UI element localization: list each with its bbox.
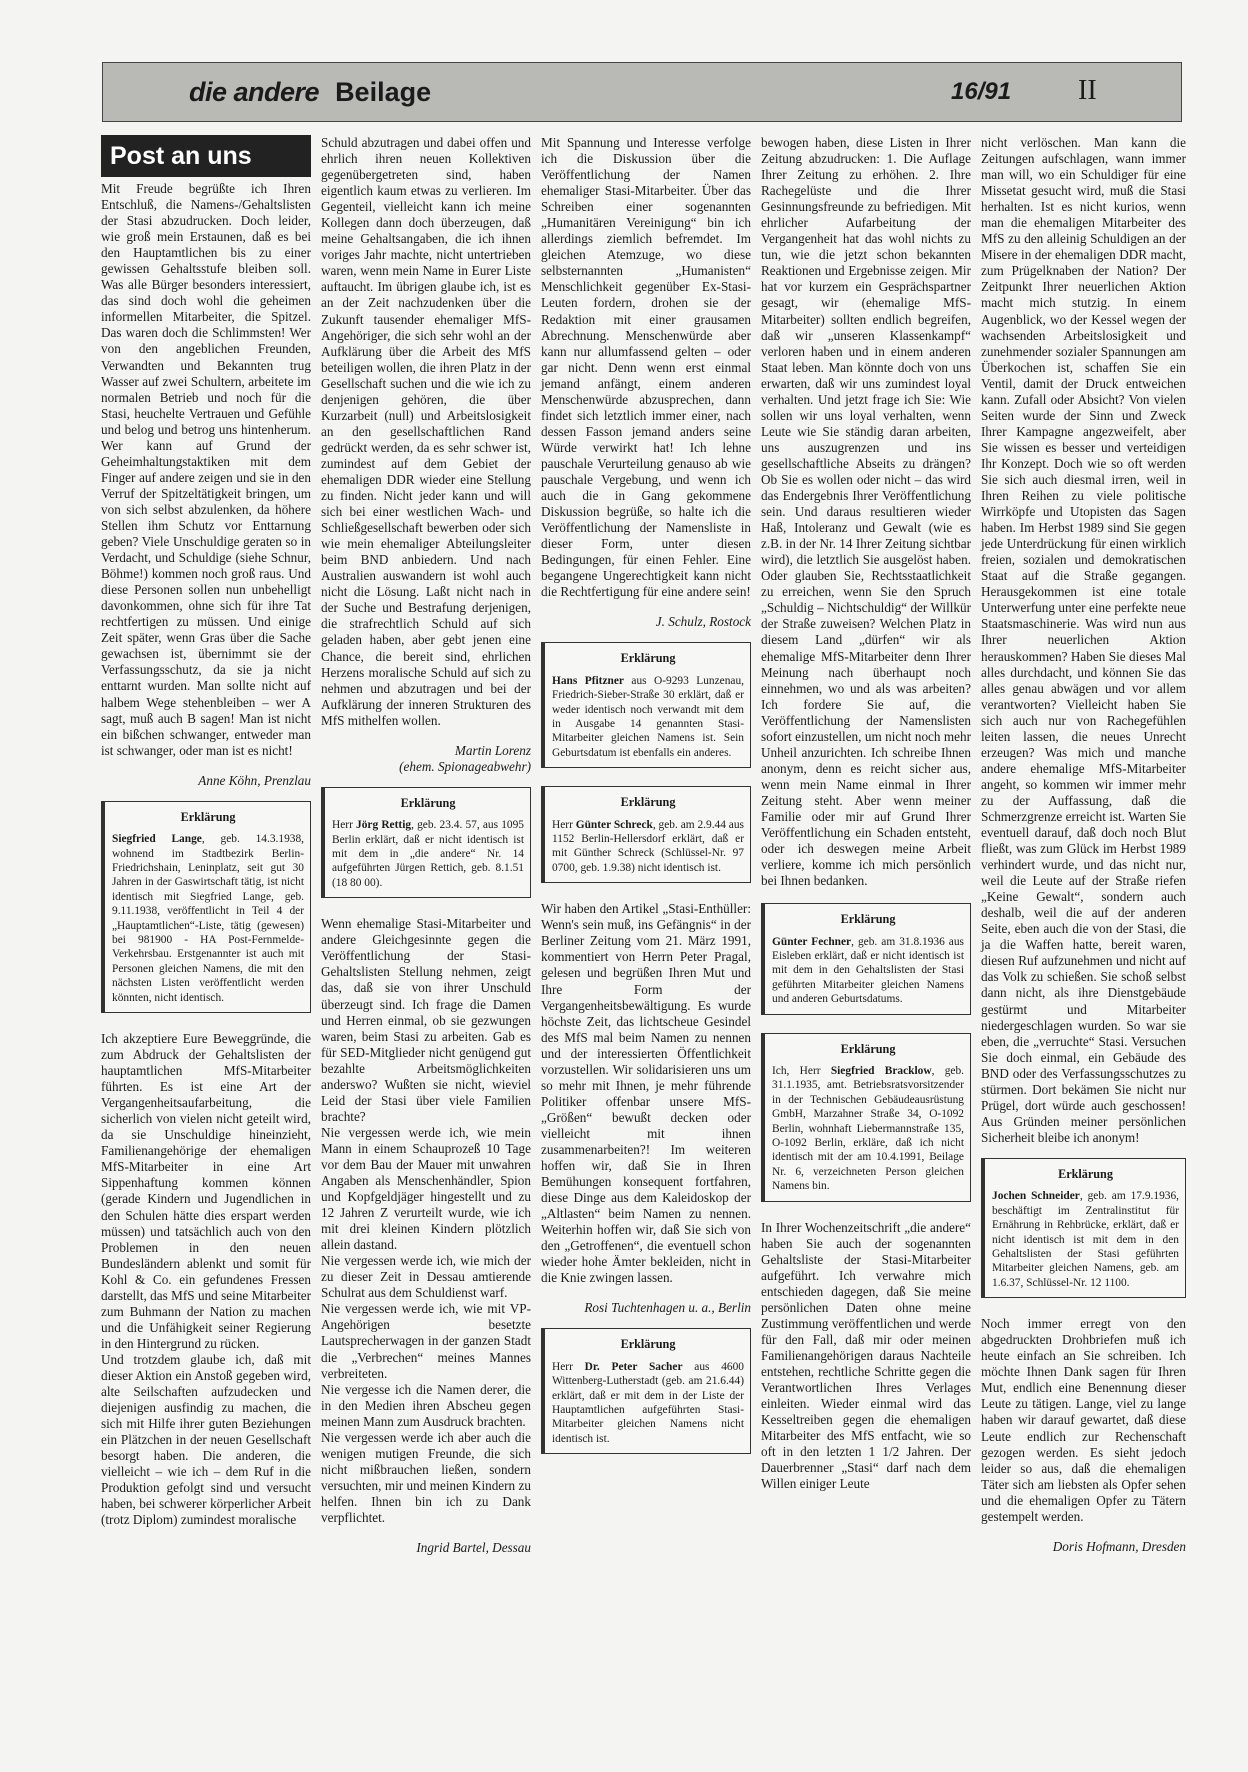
declaration-title: Erklärung <box>1058 1166 1113 1181</box>
declaration-prefix: Ich, Herr <box>772 1065 831 1078</box>
section-name: Beilage <box>335 76 432 107</box>
declaration-text: aus O-9293 Lunzenau, Friedrich-Sieber-Straße 30 erklärt, daß er weder identisch noch verwandt mit dem in Ausgabe 14 genannten Stasi-Mitarbeiter gleichen Namens ist. Sein Geburtsdatum ist ebenfalls ein anderes. <box>552 674 744 759</box>
issue-number: 16/91 <box>951 78 1012 105</box>
letter-koehn-signature: Anne Köhn, Prenzlau <box>198 772 311 788</box>
letter-tuchtenhagen-body: Wir haben den Artikel „Stasi-Enthüller: Wenn's sein muß, ins Gefängnis“ in der Berliner Zeitung vom 21. März 1991, kommentiert von Herrn Peter Pragal, gelesen und begrüßen Ihren Mut und Ihre Form der Vergangenheitsbewältigung. Es wurde höchste Zeit, das lichtscheue Gesindel des MfS mal beim Namen zu nennen und der interessierten Öffentlichkeit vorzustellen. Wir solidarisieren uns um so mehr mit Ihnen, je mehr führende Politiker offenbar unsere MfS-„Größen“ bewußt decken oder vielleicht mit ihnen zusammenarbeiten?! Im weiteren hoffen wir, daß Sie in Ihren Bemühungen konsequent fortfahren, diese Dinge aus dem Kaleidoskop der „Altlasten“ beim Namen zu nennen. Weiterhin hoffen wir, daß Sie sich von den „Getroffenen“, die eventuell schon wieder hohe Ämter bekleiden, nicht in die Knie zwingen lassen. <box>541 901 751 1286</box>
letter-bartel-part2: Und trotzdem glaube ich, daß mit dieser Aktion ein Anstoß gegeben wird, alte Seilschaften aufzudecken und diejenigen ausfindig zu machen, die sich mit Hilfe ihrer guten Beziehungen ein Plätzchen in der neuen Gesellschaft besorgt haben. Die anderen, die vielleicht – wie ich – dem Ruf in die Produktion gefolgt sind und versucht haben, bei schwerer körperlicher Arbeit (trotz Diplom) zumindest moralische <box>101 1351 311 1528</box>
declarant-name: Jörg Rettig <box>356 819 412 832</box>
declaration-text: , geb. am 17.9.1936, beschäftigt im Zentralinstitut für Ernährung in Rehbrücke, erklärt, daß er nicht identisch ist mit dem in den Gehaltslisten der Stasi geführten Mitarbeiter gleichen Namens, geb. am 1.6.37, Schlüssel-Nr. 12 1100. <box>992 1190 1179 1289</box>
letter-bartel-part7: Nie vergesse ich die Namen derer, die in den Medien ihren Abscheu gegen meinen Mann zum Ausdruck brachten. <box>321 1381 531 1429</box>
declaration-bracklow <box>761 1033 971 1202</box>
letter-hofmann-part1: In Ihrer Wochenzeitschrift „die andere“ haben Sie auch der sogenannten Gehaltsliste der Stasi-Mitarbeiter aufgeführt. Ich verwahre mich entschieden dagegen, daß Sie meine persönlichen Daten ohne meine Zustimmung veröffentlichen und werde für den Fall, daß mir oder meinen Familienangehörigen daraus Nachteile entstehen, rechtliche Schritte gegen die Verantwortlichen Ihres Verlages einleiten. Wieder einmal wird das Kesseltreiben gegen die ehemaligen Mitarbeiter des MfS entfacht, wie so oft in den letzten 1 1/2 Jahren. Der Dauerbrenner „Stasi“ darf nach dem Willen einiger Leute <box>761 1219 971 1492</box>
declarant-name: Siegfried Lange <box>112 833 202 846</box>
newspaper-name: die andere <box>189 76 320 107</box>
declaration-title: Erklärung <box>620 795 676 810</box>
letter-bartel-part3: Wenn ehemalige Stasi-Mitarbeiter und andere Gleichgesinnte gegen die Veröffentlichung der Stasi-Gehaltslisten Stellung nehmen, zeigt das, daß sie von ihrer Unschuld überzeugt sind. Ich frage die Damen und Herren einmal, ob sie gezwungen waren, beim Stasi zu arbeiten. Gab es für SED-Mitglieder nicht genügend gut bezahlte Arbeitsmöglichkeiten anderswo? Wußten sie nicht, wieviel Leid der Stasi über viele Familien brachte? <box>321 916 531 1124</box>
letter-bartel-signature: Ingrid Bartel, Dessau <box>416 1540 531 1556</box>
letter-lorenz-signature: Martin Lorenz <box>454 742 531 758</box>
letter-hofmann-signature: Doris Hofmann, Dresden <box>1052 1538 1186 1554</box>
column-3 <box>541 135 751 1472</box>
declaration-text: , geb. am 2.9.44 aus 1152 Berlin-Hellersdorf erklärt, daß er mit Günther Schreck (Schlüssel-Nr. 97 0700, geb. 1.9.38) nicht identisch ist. <box>552 818 744 874</box>
section-heading: Post an uns <box>101 135 311 177</box>
column-2 <box>321 135 531 1568</box>
letter-hofmann-part2: nicht verlöschen. Man kann die Zeitungen aufschlagen, wann immer man will, wo ein Schuldiger für eine Missetat gesucht wird, muß die Stasi herhalten. Ist es nicht kurios, wenn man die ehemaligen Mitarbeiter des MfS zu den alleinig Schuldigen an der Misere in der ehemaligen DDR macht, zum Prügelknaben der Nation? Der Zeitpunkt Ihrer neuerlichen Aktion macht mich stutzig. In einem Augenblick, wo der Kessel wegen der wachsenden Arbeitslosigkeit und zunehmender sozialer Spannungen am Überkochen ist, schaffen Sie ein Ventil, damit der Druck entweichen kann. Zufall oder Absicht? Von vielen Seiten wurde der Sinn und Zweck Ihrer Kampagne angezweifelt, aber Sie wissen es besser und verteidigen Ihr Konzept. Doch wie so oft werden Sie sich auch diesmal irren, weil in Ihren Reihen zu viele politische Wirrköpfe und Utopisten das Sagen haben. Im Herbst 1989 sind Sie gegen jede Unterdrückung für einen wirklich freien, sozialen und demokratischen Staat auf die Straße gegangen. Herausgekommen ist eine totale Unterwerfung unter eine perfekte neue Staatsmaschinerie. Was wird nun aus Ihrer neuerlichen Aktion herauskommen? Haben Sie dieses Mal alles durchdacht, und können Sie das alles genau abwägen und vor allem verantworten? Vielleicht haben Sie sich auch nur von Rachegefühlen leiten lassen, die neues Unrecht erzeugen? Was mich und manche andere ehemalige MfS-Mitarbeiter angeht, so kommen wir immer mehr zu der Auffassung, daß die Schmerzgrenze erreicht ist. Warten Sie eventuell darauf, daß doch noch Blut fließt, was zum Glück im Herbst 1989 verhindert wurde, und das nicht nur, weil die Leute auf der Straße riefen „Keine Gewalt“, sondern auch deshalb, weil die auf der anderen Seite, eben auch die von der Stasi, die ja die Waffen hatte, bereit waren, diesen Ruf aufzunehmen und nicht auf das Volk zu schießen. Sie schoß selbst dann nicht, als ihre Dienstgebäude gestürmt und Mitarbeiter niedergeschlagen wurden. So war sie eben, die „verruchte“ Stasi. Versuchen Sie doch einmal, ein Gebäude des BND oder des Verfassungsschutzes zu stürmen. Dort bekämen Sie nicht nur Prügel, dort würde auch geschossen! Aus Gründen meiner persönlichen Sicherheit bleibe ich anonym! <box>981 135 1186 1145</box>
declarant-name: Günter Schreck <box>575 818 653 831</box>
column-5 <box>981 135 1186 1567</box>
declaration-prefix: Herr <box>552 818 576 831</box>
letter-reader-thanks: Noch immer erregt von den abgedruckten Drohbriefen muß ich heute einfach an Sie schreiben. Ich möchte Ihnen Dank sagen für Ihren Mut, endlich eine Benennung dieser Leute zu tätigen. Lange, viel zu lange haben wir darauf gewartet, daß diese Leute endlich zur Rechenschaft gezogen werden. Es sieht jedoch leider so aus, daß die ehemaligen Täter sich am liebsten als Opfer sehen und die ehemaligen Opfer zu Tätern gestempelt werden. <box>981 1316 1186 1524</box>
declaration-title: Erklärung <box>400 795 456 810</box>
declaration-text: , geb. 23.4. 57, aus 1095 Berlin erklärt, daß er nicht identisch ist mit dem in „die andere“ Nr. 14 aufgeführten Jürgen Rettich, geb. 8.1.51 (18 80 00). <box>332 819 524 889</box>
declaration-sacher <box>541 1328 751 1454</box>
declaration-schreck <box>541 786 751 883</box>
declaration-title: Erklärung <box>840 912 896 927</box>
page-number: II <box>1078 75 1097 106</box>
declaration-prefix: Herr <box>552 1360 585 1373</box>
declarant-name: Dr. Peter Sacher <box>584 1360 683 1373</box>
masthead <box>102 62 1182 122</box>
declaration-pfitzner <box>541 642 751 768</box>
letter-bartel-part4: Nie vergessen werde ich, wie mein Mann in einem Schauprozeß 10 Tage vor dem Bau der Mauer mit unwahren Angaben als Menschenhändler, Spion und Kopfgeldjäger hingestellt und zu 12 Jahren Z verurteilt wurde, wie ich mit drei kleinen Kindern plötzlich allein dastand. <box>321 1124 531 1253</box>
declaration-text: , geb. 31.1.1935, amt. Betriebsratsvorsitzender in der Technischen Gebäudeausrüstung GmbH, Marzahner Straße 34, O-1092 Berlin, wohnhaft Liebermannstraße 135, O-1092 Berlin, erkläre, daß ich nicht identisch mit der am 10.4.1991, Beilage Nr. 6, verzeichneten Person gleichen Namens bin. <box>772 1065 964 1193</box>
declarant-name: Hans Pfitzner <box>552 674 624 687</box>
letter-bartel-part6: Nie vergessen werde ich, wie mit VP-Angehörigen besetzte Lautsprecherwagen in der ganzen Stadt die „Verbrechen“ meines Mannes verbreiteten. <box>321 1301 531 1381</box>
column-1 <box>101 135 311 1528</box>
letter-koehn-body: Mit Freude begrüßte ich Ihren Entschluß, die Namens-/Gehaltslisten der Stasi abzudrucken. Doch leider, wie groß mein Erstaunen, daß es bei den Hauptamtlichen bis zu einer gewissen Gehaltsstufe bleiben soll. Was alle Bürger besonders interessiert, das sind doch wohl die geheimen informellen Mitarbeiter, die Spitzel. Das waren doch die Schlimmsten! Wer von den angeblichen Freunden, Verwandten und Bekannten trug Wasser auf zwei Schultern, arbeitete im normalen Betrieb und noch für die Stasi, heuchelte Vertrauen und Gefühle und belog und betrog uns hintenherum. Wer kann auf Grund der Geheimhaltungstaktiken mit dem Finger auf andere zeigen und sie in den Verruf der Spitzeltätigkeit bringen, um von sich selbst abzulenken, da höhere Stellen ihm Schutz vor Enttarnung geben? Viele Unschuldige geraten so in Verdacht, und Schuldige (siehe Schnur, Böhme!) kommen noch groß raus. Und diese Personen sollen nun unbehelligt davonkommen, ohne sich für ihre Tat rechtfertigen zu müssen. Und einige Zeit später, wenn Gras über die Sache gewachsen ist, übernimmt sie der Verfassungsschutz, da sie ja nicht enttarnt wurden. Man sollte nicht auf halbem Wege stehenbleiben – wer A sagt, muß auch B sagen! Man ist nicht ein bißchen schwanger, entweder man ist schwanger, oder man ist es nicht! <box>101 181 311 758</box>
declaration-text: aus 4600 Wittenberg-Lutherstadt (geb. am 21.6.44) erklärt, daß er mit dem in der Liste der Hauptamtlichen aufgeführten Stasi-Mitarbeiter gleichen Namens nicht identisch ist. <box>552 1360 744 1445</box>
declarant-name: Jochen Schneider <box>992 1190 1080 1203</box>
column-4 <box>761 135 971 1493</box>
declaration-title: Erklärung <box>180 809 236 824</box>
letter-schulz-body: Mit Spannung und Interesse verfolge ich die Diskussion über die Veröffentlichung der Namen ehemaliger Stasi-Mitarbeiter. Über das Schreiben einer sogenannten „Humanitären Vereinigung“ bin ich allerdings ziemlich befremdet. Im gleichen Atemzuge, wo diese selbsternannten „Humanisten“ Menschlichkeit gegenüber Ex-Stasi-Leuten fordern, drohen sie der Redaktion mit einer grausamen Abrechnung. Menschenwürde aber kann nur allumfassend gelten – oder gar nicht. Denn wenn erst einmal jemand anfängt, einem anderen Menschenwürde abzusprechen, dann findet sich letztlich immer einer, nach dessen Fasson jemand anders seine Würde verwirkt hat! Ich lehne pauschale Verurteilung genauso ab wie pauschale Vergebung, und wenn ich auch die in Gang gekommene Diskussion begrüße, so halte ich die Veröffentlichung der Namensliste in dieser Form, unter diesen Bedingungen, für einen Fehler. Eine begangene Ungerechtigkeit kann nicht die Rechtfertigung für eine andere sein! <box>541 135 751 600</box>
declaration-title: Erklärung <box>840 1041 896 1056</box>
letter-schulz-signature: J. Schulz, Rostock <box>655 614 751 630</box>
letter-lorenz-body: Schuld abzutragen und dabei offen und ehrlich ihren neuen Kollektiven gegenübergetreten sind, haben eigentlich kaum etwas zu verlieren. Im Gegenteil, vielleicht kann ich meine Kollegen dann doch überzeugen, daß meine Gehaltsangaben, die ich ihnen voriges Jahr machte, nicht untertrieben waren, wenn mein Name in Eurer Liste auftaucht. Im übrigen glaube ich, ist es an der Zeit nachzudenken über die Zukunft tausender ehemaliger MfS-Angehöriger, die sich sehr wohl an der Aufklärung über die Arbeit des MfS beteiligen wollen, die ihren Platz in der Gesellschaft suchen und die wie ich zu denjenigen gehören, die über Kurzarbeit (null) und Arbeitslosigkeit an den gesellschaftlichen Rand gedrückt werden, da es sehr schwer ist, zumindest auf dem Gebiet der ehemaligen DDR wieder eine Stellung zu finden. Nicht jeder kann und will sich bei einer westlichen Wach- und Schließgesellschaft bewerben oder sich wie mein ehemaliger Abteilungsleiter beim BND anbiedern. Und nach Australien auswandern ist wohl auch nicht die Lösung. Laßt nicht nach in der Suche und Bestrafung derjenigen, die strafrechtlich Schuld auf sich geladen haben, aber gebt jenen eine Chance, die bereit sind, ehrlichen Herzens moralische Schuld auf sich zu nehmen und abzutragen und bei der Aufklärung der inneren Strukturen des MfS mithelfen wollen. <box>321 135 531 728</box>
declaration-title: Erklärung <box>620 1337 676 1352</box>
declarant-name: Siegfried Bracklow <box>830 1065 932 1078</box>
letter-bartel-part1: Ich akzeptiere Eure Beweggründe, die zum Abdruck der Gehaltslisten der hauptamtlichen MfS-Mitarbeiter führten. Es ist eine Art der Vergangenheitsaufarbeitung, die sicherlich von vielen nicht geteilt wird, da sie Unschuldige hineinzieht, Familienangehörige der ehemaligen MfS-Mitarbeiter in eine Art Sippenhaftung kommen können (gerade Kindern und Jugendlichen in den Schulen hätte dies erspart werden müssen) und tatsächlich auch von den Problemen in den neuen Bundesländern ablenkt und somit für Kohl & Co. ein gefundenes Fressen darstellt, das MfS und seine Mitarbeiter zum Buhmann der Nation zu machen und die Unfähigkeit seiner Regierung in den Hintergrund zu rücken. <box>101 1031 311 1351</box>
letter-bartel-part8: Nie vergessen werde ich aber auch die wenigen mutigen Freunde, die sich nicht mißbrauchen ließen, sondern versuchten, mir und meinen Kindern zu helfen. Ihnen bin ich zu Dank verpflichtet. <box>321 1429 531 1525</box>
letter-tuchtenhagen-signature: Rosi Tuchtenhagen u. a., Berlin <box>584 1300 751 1316</box>
letter-anonymous-body: bewogen haben, diese Listen in Ihrer Zeitung abzudrucken: 1. Die Auflage Ihrer Zeitung zu erhöhen. 2. Ihre Rachegelüste und die Ihrer Gesinnungsfreunde zu befriedigen. Mit ehrlicher Aufarbeitung der Vergangenheit hat das wohl nichts zu tun, wie die jetzt schon bekannten Reaktionen und Ergebnisse zeigen. Mir hat vor kurzem ein Gesprächspartner gesagt, wir (ehemalige MfS-Mitarbeiter) sollten endlich begreifen, daß wir „unseren Klassenkampf“ verloren haben und in einem anderen Staat leben. Man könnte doch von uns erwarten, daß wir uns zumindest loyal verhalten. Und jetzt frage ich Sie: Wie sollen wir uns loyal verhalten, wenn Leute wie Sie ständig daran arbeiten, uns auszugrenzen und ins gesellschaftliche Abseits zu drängen? Ob Sie es wollen oder nicht – das wird das Endergebnis Ihrer Veröffentlichung sein. Und daraus resultieren wieder Haß, Intoleranz und Gewalt (wie es z.B. in der Nr. 14 Ihrer Zeitung sichtbar wird), die letztlich Sie ausgelöst haben. Oder glauben Sie, Rechtsstaatlichkeit zu erreichen, wenn Sie den Spruch „Schuldig – Nichtschuldig“ der Willkür der Straße zuweisen? Welchen Platz in diesem Land „dürfen“ wir als ehemalige MfS-Mitarbeiter denn Ihrer Meinung nach überhaupt noch einnehmen, wo und als was arbeiten? Ich fordere Sie auf, die Veröffentlichung der Namenslisten sofort einzustellen, um nicht noch mehr Unheil anzurichten. Ich schreibe Ihnen anonym, denn es reicht sicher aus, wenn mein Name einmal in Ihrer Zeitung steht. Aber wenn meiner Familie oder mir auf Grund Ihrer Veröffentlichung ein Schaden entsteht, oder ich deswegen meine Arbeit verliere, komme ich mich persönlich bei Ihnen bedanken. <box>761 135 971 889</box>
declaration-schneider <box>981 1158 1186 1298</box>
declarant-name: Günter Fechner <box>772 935 852 948</box>
declaration-rettig <box>321 787 531 898</box>
declaration-lange <box>101 801 311 1013</box>
declaration-text: , geb. 14.3.1938, wohnend im Stadtbezirk Berlin-Friedrichshain, Leninplatz, seit gut 30 Jahren in der Gaswirtschaft tätig, ist nicht identisch mit Siegfried Lange, geb. 9.11.1938, veröffentlicht in Teil 4 der „Hauptamtlichen“-Liste, tätig (gewesen) bei 981900 - HA Post-Fernmelde-Verkehrsbau. Erstgenannter ist auch mit Personen gleichen Namens, die mit den nächsten Listen veröffentlicht werden könnten, nicht identisch. <box>112 833 304 1004</box>
declaration-fechner <box>761 903 971 1014</box>
letter-lorenz-signature-note: (ehem. Spionageabwehr) <box>399 758 531 774</box>
letter-bartel-part5: Nie vergessen werde ich, wie mich der zu dieser Zeit in Dessau amtierende Schulrat aus dem Schuldienst warf. <box>321 1253 531 1301</box>
declaration-prefix: Herr <box>332 819 357 832</box>
declaration-title: Erklärung <box>620 651 676 666</box>
declaration-text: , geb. am 31.8.1936 aus Eisleben erklärt, daß er nicht identisch ist mit dem in den Gehaltslisten der Stasi geführten Mitarbeiter gleichen Namens und anderen Geburtsdatums. <box>772 935 964 1006</box>
